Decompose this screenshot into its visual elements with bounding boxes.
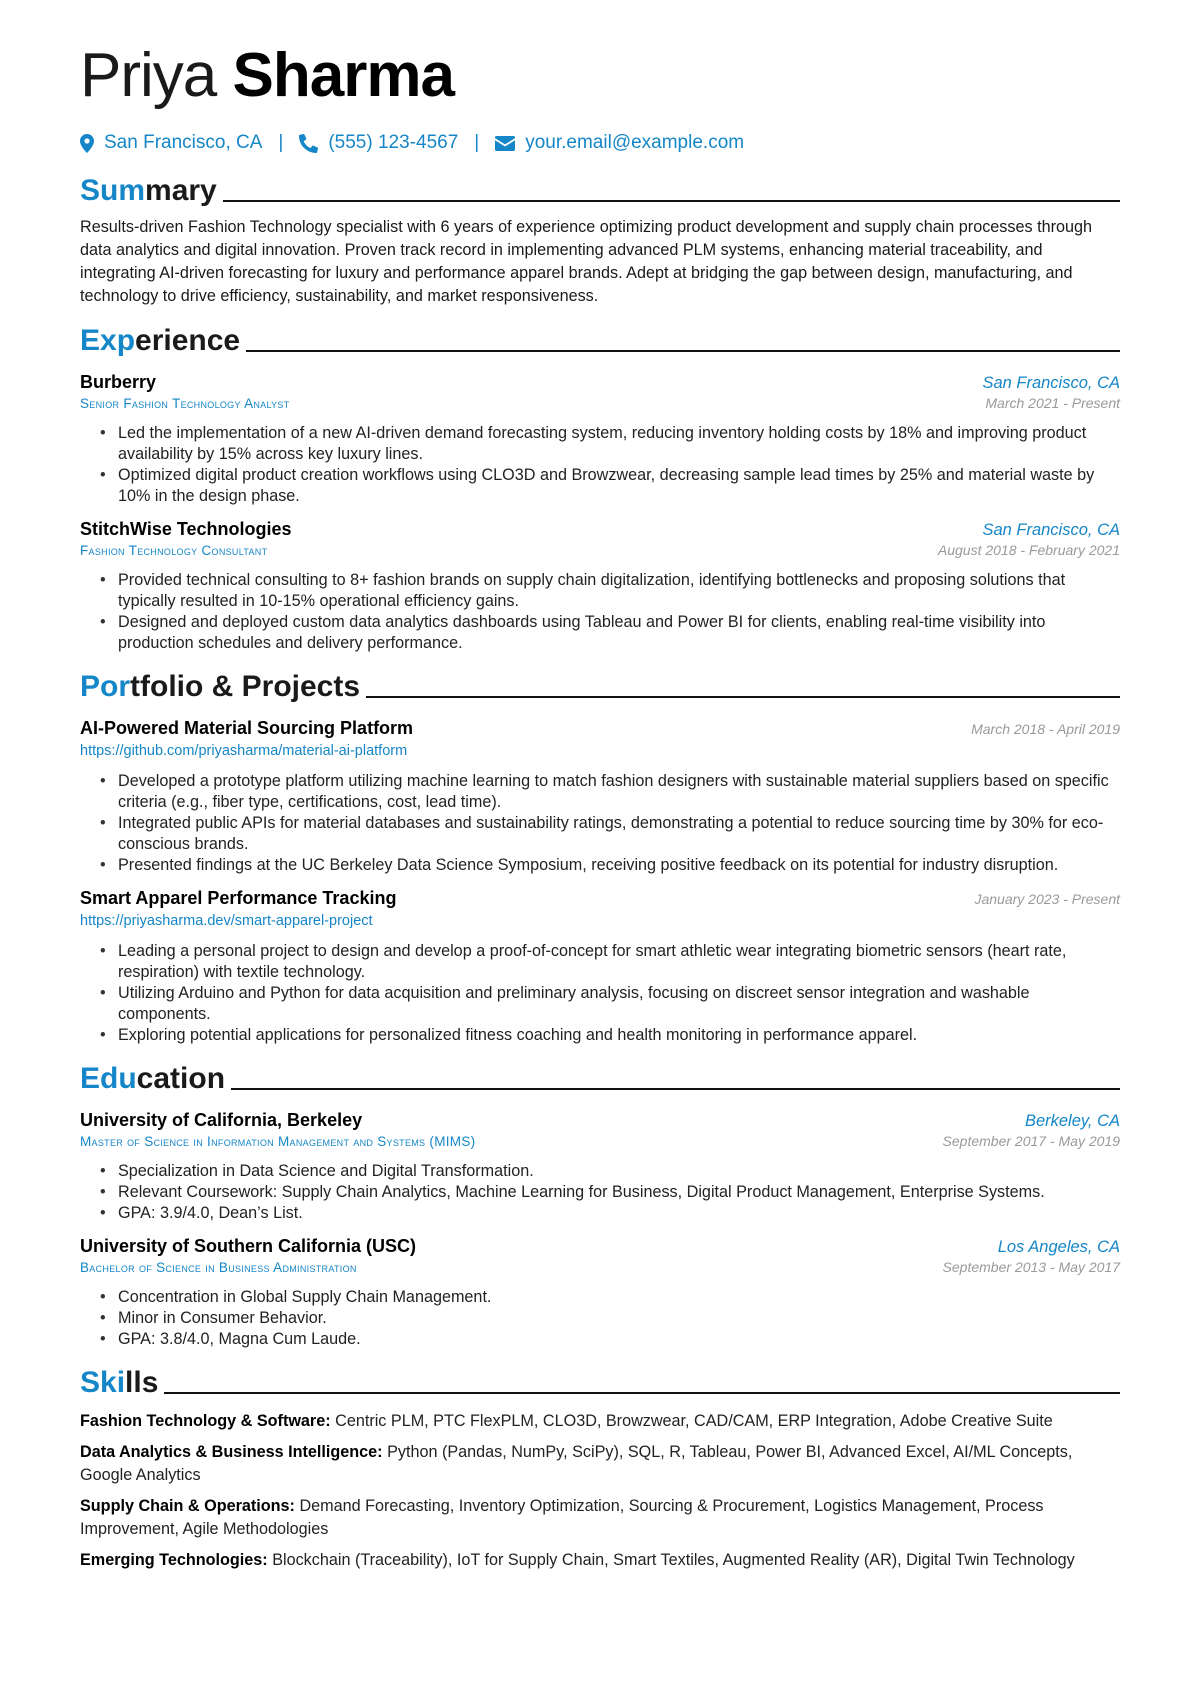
section-title-projects <box>80 668 360 706</box>
contact-email[interactable] <box>495 132 744 154</box>
section-title-accent: Edu <box>80 1062 137 1095</box>
list-item: • Optimized digital product creation workflows using CLO3D and Browzwear, decreasing sample lead times by 25% and material waste by 10% in the design phase. <box>100 465 1120 507</box>
education-dates: September 2017 - May 2019 <box>942 1133 1120 1149</box>
education-dates: September 2013 - May 2017 <box>942 1259 1120 1275</box>
section-title-summary <box>80 172 217 210</box>
skill-value: Python (Pandas, NumPy, SciPy), SQL, R, Tableau, Power BI, Advanced Excel, AI/ML Concepts, Google Analytics <box>80 1443 1073 1484</box>
contact-separator: | <box>474 132 480 153</box>
project-dates: March 2018 - April 2019 <box>971 721 1120 737</box>
section-title-rest: erience <box>135 324 241 357</box>
contact-bar <box>80 128 1120 158</box>
skill-value: Blockchain (Traceability), IoT for Supply Chain, Smart Textiles, Augmented Reality (AR), Digital Twin Technology <box>272 1551 1075 1569</box>
list-item: • Utilizing Arduino and Python for data acquisition and preliminary analysis, focusing on discreet sensor integration and washable components. <box>100 983 1120 1025</box>
project-dates: January 2023 - Present <box>974 891 1120 907</box>
school-name: University of California, Berkeley <box>80 1110 363 1130</box>
skill-row <box>80 1441 1120 1487</box>
company-name: Burberry <box>80 372 157 392</box>
list-item: • Minor in Consumer Behavior. <box>100 1308 1120 1329</box>
list-item: • Specialization in Data Science and Digital Transformation. <box>100 1161 1120 1182</box>
list-item: • Provided technical consulting to 8+ fashion brands on supply chain digitalization, identifying bottlenecks and proposing solutions that typically resulted in 10-15% operational efficiency gains. <box>100 570 1120 612</box>
list-item: • Led the implementation of a new AI-driven demand forecasting system, reducing inventory holding costs by 18% and improving product availability by 15% across key luxury lines. <box>100 423 1120 465</box>
first-name: Priya <box>80 41 217 110</box>
school-name: University of Southern California (USC) <box>80 1236 417 1256</box>
contact-separator: | <box>278 132 284 153</box>
experience-entry <box>80 519 1120 654</box>
school-location: Los Angeles, CA <box>997 1238 1120 1256</box>
email-text: your.email@example.com <box>525 132 745 153</box>
job-title: Fashion Technology Consultant <box>80 543 268 558</box>
skill-row <box>80 1495 1120 1541</box>
project-title: Smart Apparel Performance Tracking <box>80 888 397 908</box>
list-item: • Developed a prototype platform utilizing machine learning to match fashion designers with sustainable material suppliers based on specific criteria (e.g., fiber type, certifications, cost, lead time). <box>100 771 1120 813</box>
list-item: • GPA: 3.8/4.0, Magna Cum Laude. <box>100 1329 1120 1350</box>
list-item: • Integrated public APIs for material databases and sustainability ratings, demonstrating a potential to reduce sourcing time by 30% for eco-conscious brands. <box>100 813 1120 855</box>
map-marker-icon <box>80 134 94 153</box>
section-rule <box>164 1392 1120 1394</box>
bullet-list <box>80 1161 1120 1224</box>
bullet-list <box>80 771 1120 876</box>
section-education-heading <box>80 1058 1120 1098</box>
envelope-icon <box>495 136 515 151</box>
phone-text: (555) 123-4567 <box>328 132 459 153</box>
section-title-skills <box>80 1364 158 1402</box>
summary-text: Results-driven Fashion Technology specialist with 6 years of experience optimizing product development and supply chain processes through data analytics and digital innovation. Proven track record in implementing advanced PLM systems, enhancing material traceability, and integrating AI-driven forecasting for luxury and performance apparel brands. Adept at bridging the gap between design, manufacturing, and technology to drive efficiency, sustainability, and market responsiveness. <box>80 218 1092 305</box>
job-location: San Francisco, CA <box>982 521 1120 539</box>
section-title-accent: Exp <box>80 324 136 357</box>
bullet-list <box>80 941 1120 1046</box>
bullet-list <box>80 1287 1120 1350</box>
skill-label: Fashion Technology & Software: <box>80 1412 331 1430</box>
project-entry <box>80 718 1120 876</box>
project-link[interactable]: https://github.com/priyasharma/material-ai-platform <box>80 743 408 759</box>
education-entry <box>80 1236 1120 1350</box>
skill-label: Data Analytics & Business Intelligence: <box>80 1443 383 1461</box>
job-title: Senior Fashion Technology Analyst <box>80 396 290 411</box>
section-title-rest: lls <box>125 1366 159 1399</box>
list-item: • Exploring potential applications for personalized fitness coaching and health monitoring in performance apparel. <box>100 1025 1120 1046</box>
section-title-accent: Por <box>80 670 131 703</box>
candidate-name <box>80 38 1120 114</box>
skill-label: Emerging Technologies: <box>80 1551 268 1569</box>
section-title-education <box>80 1060 225 1098</box>
contact-phone[interactable] <box>299 132 458 154</box>
skill-row <box>80 1549 1120 1572</box>
list-item: • Concentration in Global Supply Chain Management. <box>100 1287 1120 1308</box>
section-rule <box>231 1088 1120 1090</box>
list-item: • Designed and deployed custom data analytics dashboards using Tableau and Power BI for clients, enabling real-time visibility into production schedules and delivery performance. <box>100 612 1120 654</box>
resume-page <box>80 38 1120 1572</box>
job-dates: August 2018 - February 2021 <box>937 542 1120 558</box>
list-item: • Leading a personal project to design and develop a proof-of-concept for smart athletic wear integrating biometric sensors (heart rate, respiration) with textile technology. <box>100 941 1120 983</box>
skills-list <box>80 1410 1120 1572</box>
degree-title: Master of Science in Information Management and Systems (MIMS) <box>80 1134 476 1149</box>
job-location: San Francisco, CA <box>982 374 1120 392</box>
section-projects-heading <box>80 666 1120 706</box>
section-experience-heading <box>80 320 1120 360</box>
section-summary-heading <box>80 170 1120 210</box>
bullet-list <box>80 423 1120 507</box>
contact-location <box>80 132 262 154</box>
location-text: San Francisco, CA <box>104 132 263 153</box>
section-title-rest: mary <box>145 174 217 207</box>
section-title-accent: Sum <box>80 174 146 207</box>
section-rule <box>366 696 1120 698</box>
list-item: • Relevant Coursework: Supply Chain Analytics, Machine Learning for Business, Digital Product Management, Enterprise Systems. <box>100 1182 1120 1203</box>
section-title-rest: cation <box>136 1062 226 1095</box>
last-name: Sharma <box>232 41 454 110</box>
project-entry <box>80 888 1120 1046</box>
skill-label: Supply Chain & Operations: <box>80 1497 295 1515</box>
project-link[interactable]: https://priyasharma.dev/smart-apparel-project <box>80 913 373 929</box>
section-title-accent: Ski <box>80 1366 126 1399</box>
skill-value: Centric PLM, PTC FlexPLM, CLO3D, Browzwear, CAD/CAM, ERP Integration, Adobe Creative Suite <box>335 1412 1053 1430</box>
school-location: Berkeley, CA <box>1024 1112 1120 1130</box>
degree-title: Bachelor of Science in Business Administration <box>80 1260 357 1275</box>
skill-value: Demand Forecasting, Inventory Optimization, Sourcing & Procurement, Logistics Management, Process Improvement, Agile Methodologies <box>80 1497 1044 1538</box>
phone-icon <box>299 134 318 153</box>
bullet-list <box>80 570 1120 654</box>
job-dates: March 2021 - Present <box>985 395 1120 411</box>
list-item: • GPA: 3.9/4.0, Dean’s List. <box>100 1203 1120 1224</box>
section-skills-heading <box>80 1362 1120 1402</box>
section-rule <box>246 350 1120 352</box>
company-name: StitchWise Technologies <box>80 519 292 539</box>
section-title-rest: tfolio & Projects <box>130 670 361 703</box>
experience-entry <box>80 372 1120 507</box>
list-item: • Presented findings at the UC Berkeley Data Science Symposium, receiving positive feedback on its potential for industry disruption. <box>100 855 1120 876</box>
skill-row <box>80 1410 1120 1433</box>
project-title: AI-Powered Material Sourcing Platform <box>80 718 414 738</box>
education-entry <box>80 1110 1120 1224</box>
section-rule <box>223 200 1120 202</box>
section-title-experience <box>80 322 240 360</box>
